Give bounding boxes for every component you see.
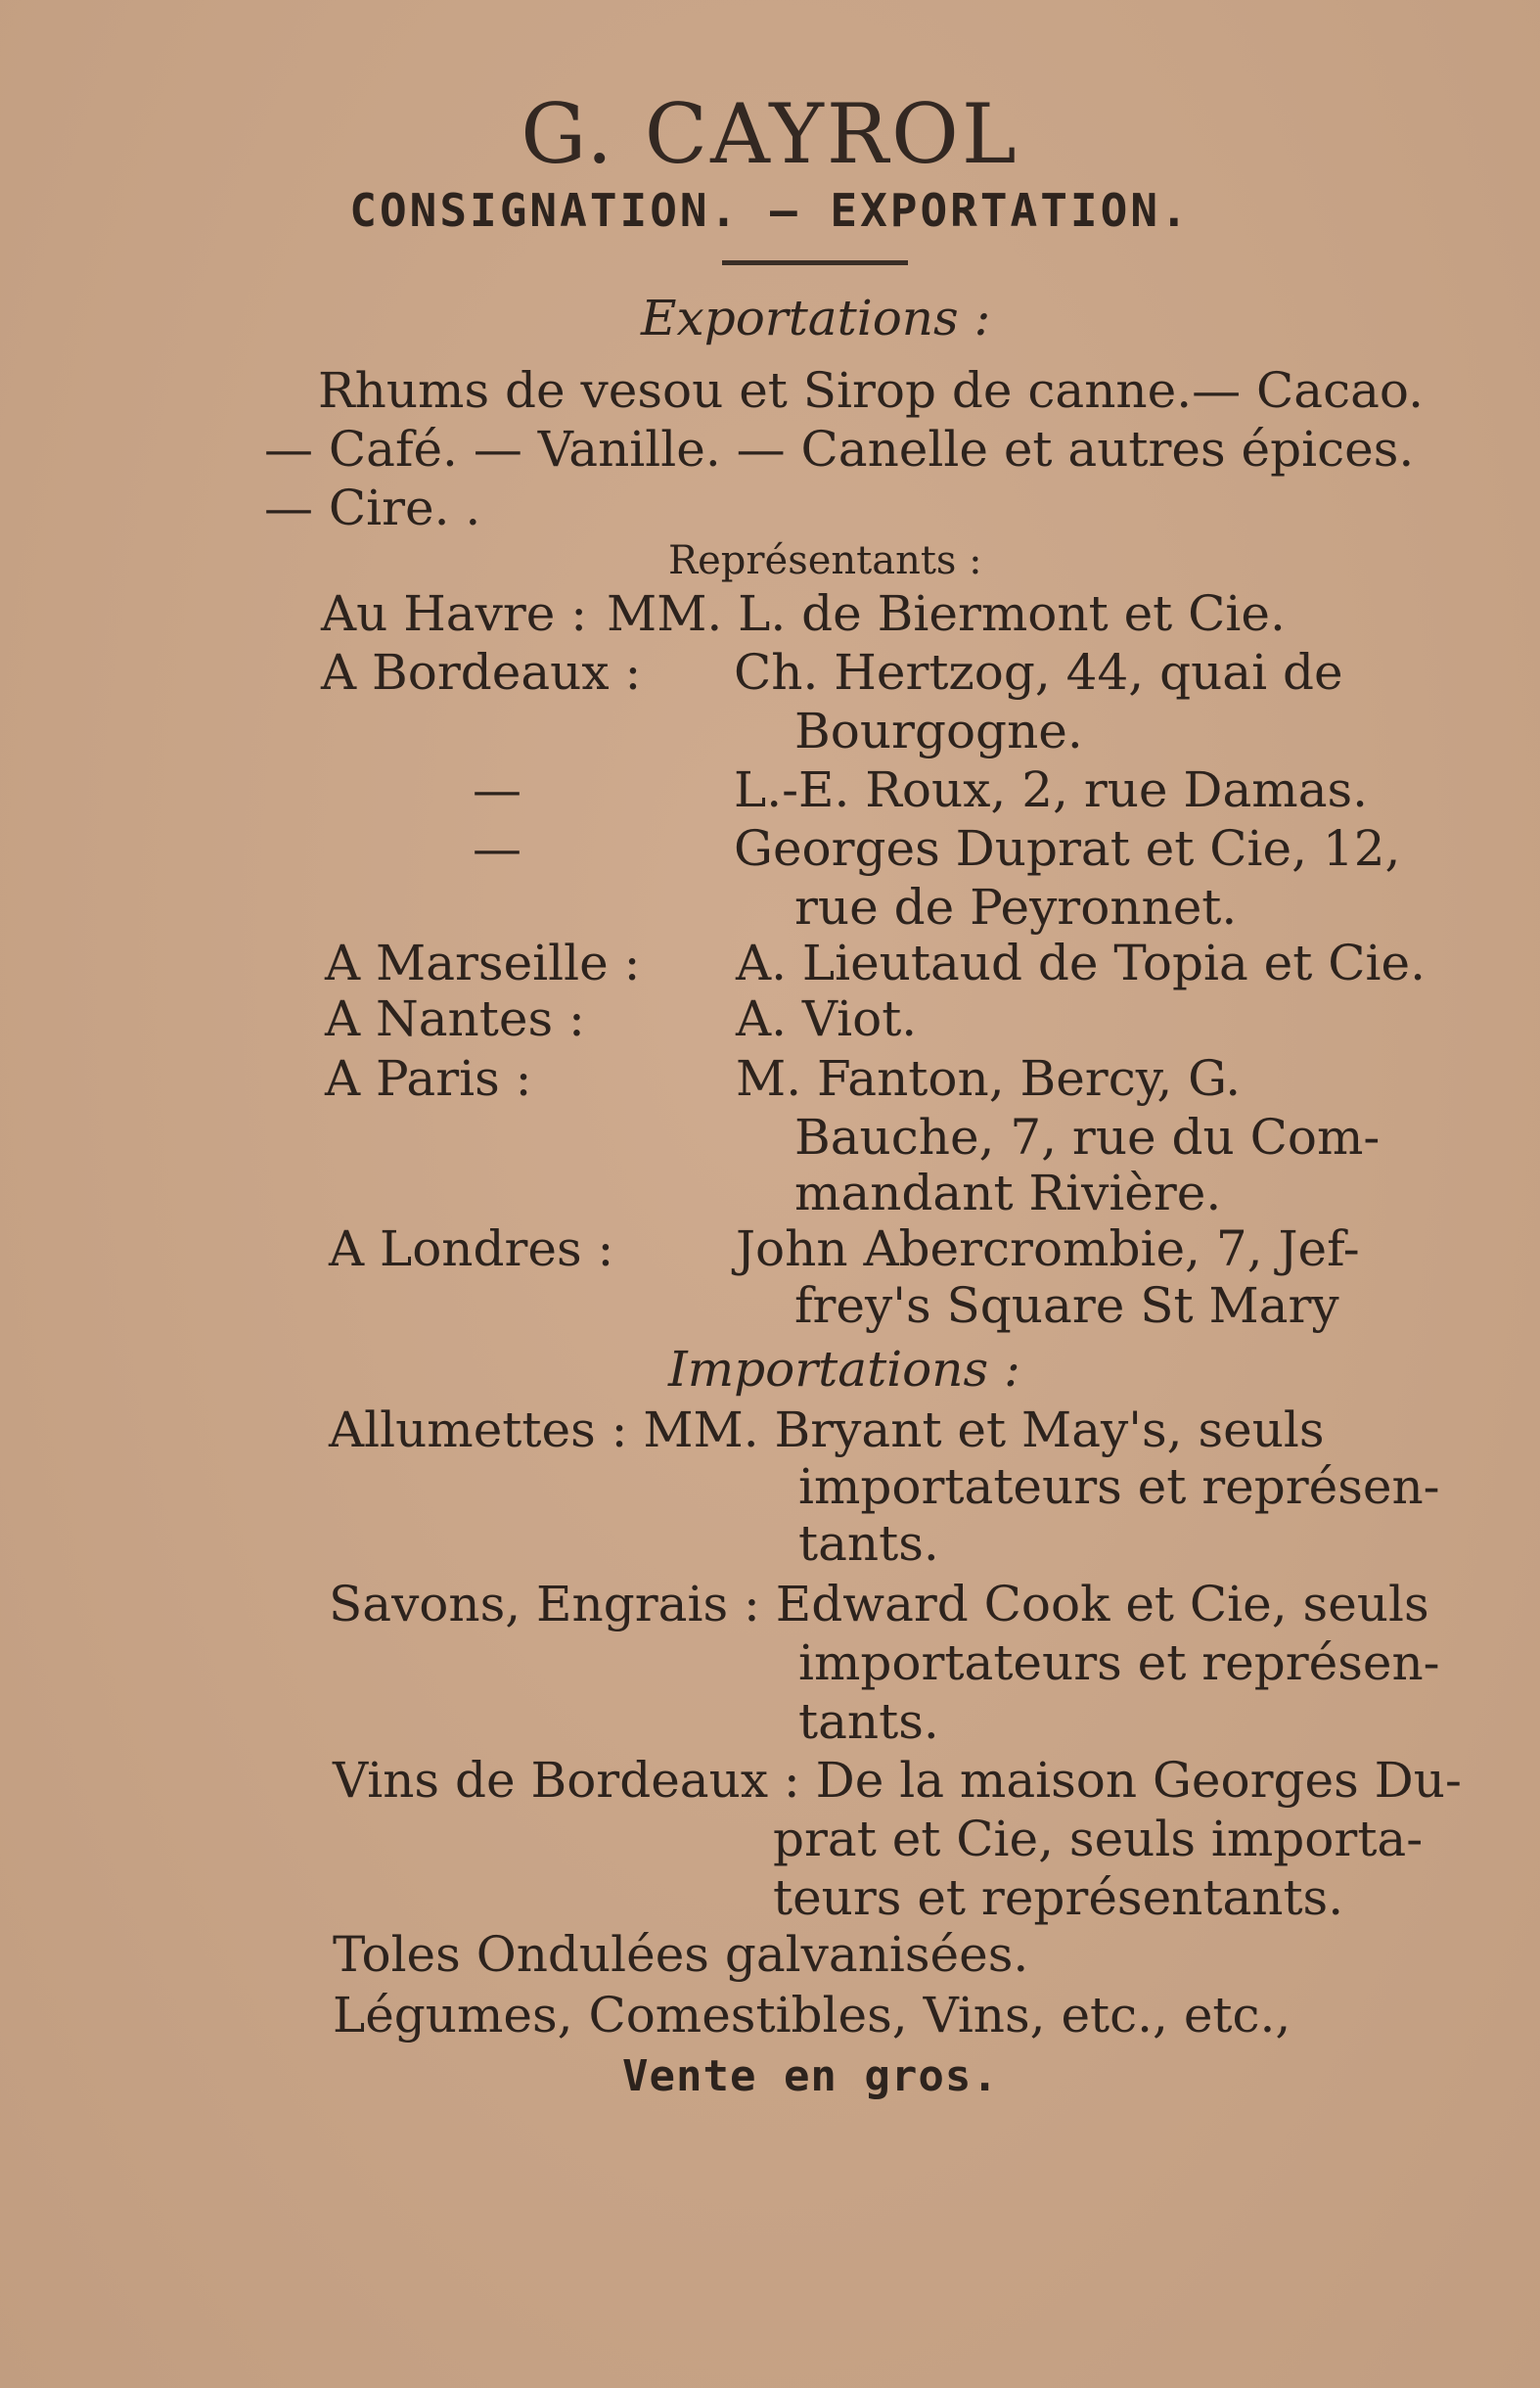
savons-line-3: tants. [798, 1693, 939, 1750]
representants-heading: Représentants : [668, 538, 982, 583]
paris-line-1: M. Fanton, Bercy, G. [736, 1050, 1242, 1107]
marseille-name: A. Lieutaud de Topia et Cie. [736, 935, 1426, 991]
exportations-line-3: — Cire. . [264, 480, 481, 536]
londres-line-1: John Abercrombie, 7, Jef- [736, 1220, 1360, 1277]
nantes-place: A Nantes : [325, 990, 585, 1047]
vins-line-1: Vins de Bordeaux : De la maison Georges Du- [333, 1752, 1462, 1809]
savons-line-2: importateurs et représen- [798, 1634, 1440, 1691]
havre-place: Au Havre : [321, 585, 588, 642]
bordeaux-entry-3-line-2: rue de Peyronnet. [794, 879, 1238, 936]
vins-line-2: prat et Cie, seuls importa- [773, 1811, 1424, 1867]
londres-line-2: frey's Square St Mary [794, 1277, 1339, 1334]
exportations-heading: Exportations : [641, 290, 991, 346]
marseille-place: A Marseille : [325, 935, 641, 991]
bordeaux-entry-3-line-1: Georges Duprat et Cie, 12, [734, 820, 1401, 877]
nantes-name: A. Viot. [736, 990, 918, 1047]
londres-place: A Londres : [329, 1220, 614, 1277]
paris-line-3: mandant Rivière. [794, 1165, 1222, 1221]
bordeaux-entry-1-line-1: Ch. Hertzog, 44, quai de [734, 644, 1343, 701]
allumettes-line-3: tants. [798, 1515, 939, 1572]
importations-heading: Importations : [668, 1341, 1020, 1398]
bordeaux-entry-2-line-1: L.-E. Roux, 2, rue Damas. [734, 761, 1369, 818]
vins-line-3: teurs et représentants. [773, 1869, 1344, 1926]
title-divider [722, 260, 908, 265]
legumes-line: Légumes, Comestibles, Vins, etc., etc., [333, 1987, 1291, 2044]
bordeaux-entry-1-line-2: Bourgogne. [794, 703, 1083, 759]
havre-name: MM. L. de Biermont et Cie. [607, 585, 1286, 642]
toles-line: Toles Ondulées galvanisées. [333, 1926, 1029, 1983]
exportations-line-1: Rhums de vesou et Sirop de canne.— Cacao. [318, 362, 1425, 419]
bordeaux-place: A Bordeaux : [321, 644, 642, 701]
company-title: G. CAYROL [521, 86, 1019, 182]
allumettes-line-1: Allumettes : MM. Bryant et May's, seuls [329, 1401, 1325, 1458]
paris-place: A Paris : [325, 1050, 532, 1107]
company-subtitle: CONSIGNATION. — EXPORTATION. [349, 184, 1191, 237]
paris-line-2: Bauche, 7, rue du Com- [794, 1109, 1381, 1166]
allumettes-line-2: importateurs et représen- [798, 1458, 1440, 1515]
bordeaux-entry-2-dash: — [473, 761, 521, 818]
bordeaux-entry-3-dash: — [473, 820, 521, 877]
exportations-line-2: — Café. — Vanille. — Canelle et autres épices. [264, 421, 1415, 478]
vente-en-gros: Vente en gros. [622, 2051, 999, 2101]
savons-line-1: Savons, Engrais : Edward Cook et Cie, seuls [329, 1576, 1429, 1632]
